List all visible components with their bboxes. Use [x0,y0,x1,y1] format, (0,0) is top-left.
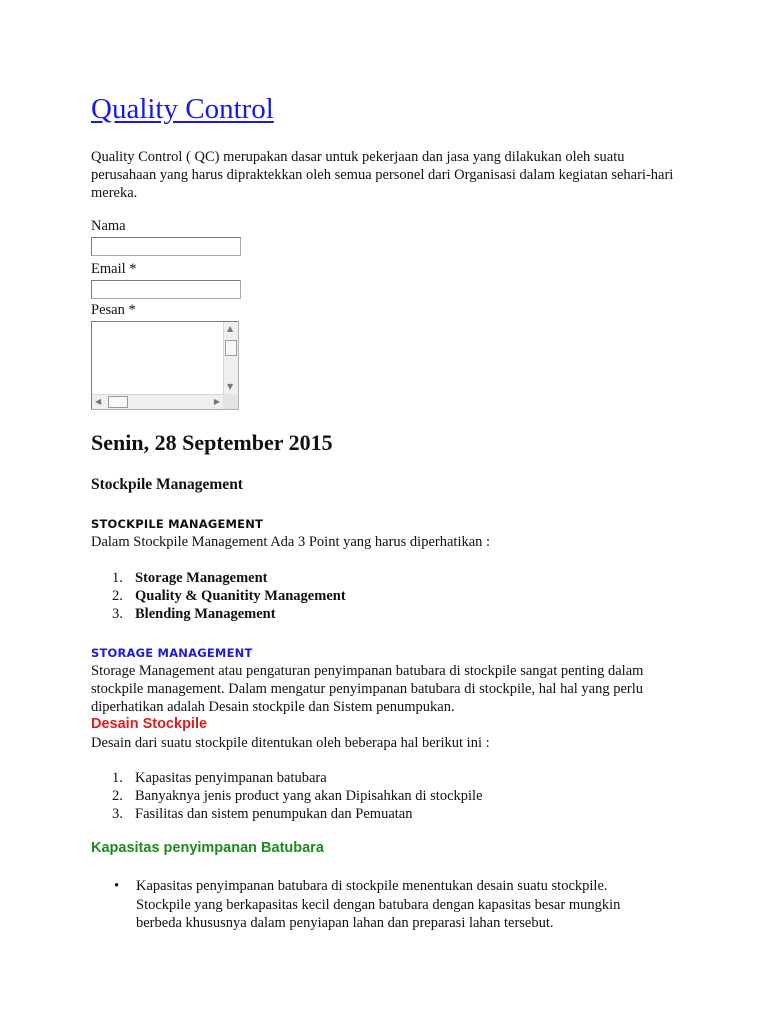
vertical-scroll-thumb[interactable] [225,340,237,356]
list-item: 1. Storage Management [112,570,268,586]
site-title-link[interactable]: Quality Control [91,93,274,125]
arrow-up-icon[interactable]: ▲ [227,324,234,333]
list-item: 2. Quality & Quanitity Management [112,588,346,604]
section-body: Storage Management atau pengaturan penyimpanan batubara di stockpile sangat penting dalam stockpile management. Dalam mengatur penyimpanan batubara di stockpile, hal hal yang perlu diperhatikan adalah Desain stockpile dan Sistem penumpukan. [91,663,644,715]
section-heading-stockpile: STOCKPILE MANAGEMENT [91,517,264,531]
bullet-icon: • [114,878,120,894]
section-heading-desain: Desain Stockpile [91,716,208,732]
arrow-down-icon[interactable]: ▼ [227,382,234,391]
desain-factors-list [91,769,483,823]
message-field[interactable] [92,322,223,394]
post-title[interactable]: Stockpile Management [91,476,243,493]
email-field[interactable] [91,280,241,299]
stockpile-points-list [91,569,346,623]
list-item: 3. Blending Management [112,606,276,622]
site-description: Quality Control ( QC) merupakan dasar untuk pekerjaan dan jasa yang dilakukan oleh suatu perusahaan yang harus dipraktekkan oleh semua personel dari Organisasi dalam kegiatan sehari-hari mereka. [91,149,674,201]
message-label: Pesan * [91,302,136,318]
arrow-left-icon[interactable]: ◀ [95,397,102,406]
section-intro: Dalam Stockpile Management Ada 3 Point yang harus diperhatikan : [91,534,491,550]
message-box [91,321,239,410]
email-label: Email * [91,261,137,277]
list-item: 3. Fasilitas dan sistem penumpukan dan Pemuatan [112,806,413,822]
scrollbar-corner [223,394,238,409]
arrow-right-icon[interactable]: ▶ [213,397,220,406]
horizontal-scrollbar[interactable] [92,394,223,409]
name-field[interactable] [91,237,241,256]
section-heading-storage: STORAGE MANAGEMENT [91,646,253,660]
list-item: 2. Banyaknya jenis product yang akan Dipisahkan di stockpile [112,788,483,804]
list-item: • Kapasitas penyimpanan batubara di stockpile menentukan desain suatu stockpile. Stockpile yang berkapasitas kecil dengan batubara dengan kapasitas besar mungkin berbeda khususnya dalam penyiapan lahan dan preparasi lahan tersebut. [114,878,621,931]
horizontal-scroll-thumb[interactable] [108,396,128,408]
section-heading-kapasitas: Kapasitas penyimpanan Batubara [91,840,324,856]
name-label: Nama [91,218,126,234]
section-intro: Desain dari suatu stockpile ditentukan oleh beberapa hal berikut ini : [91,735,490,751]
post-date-header: Senin, 28 September 2015 [91,430,333,455]
vertical-scrollbar[interactable] [223,322,238,394]
list-item: 1. Kapasitas penyimpanan batubara [112,770,327,786]
